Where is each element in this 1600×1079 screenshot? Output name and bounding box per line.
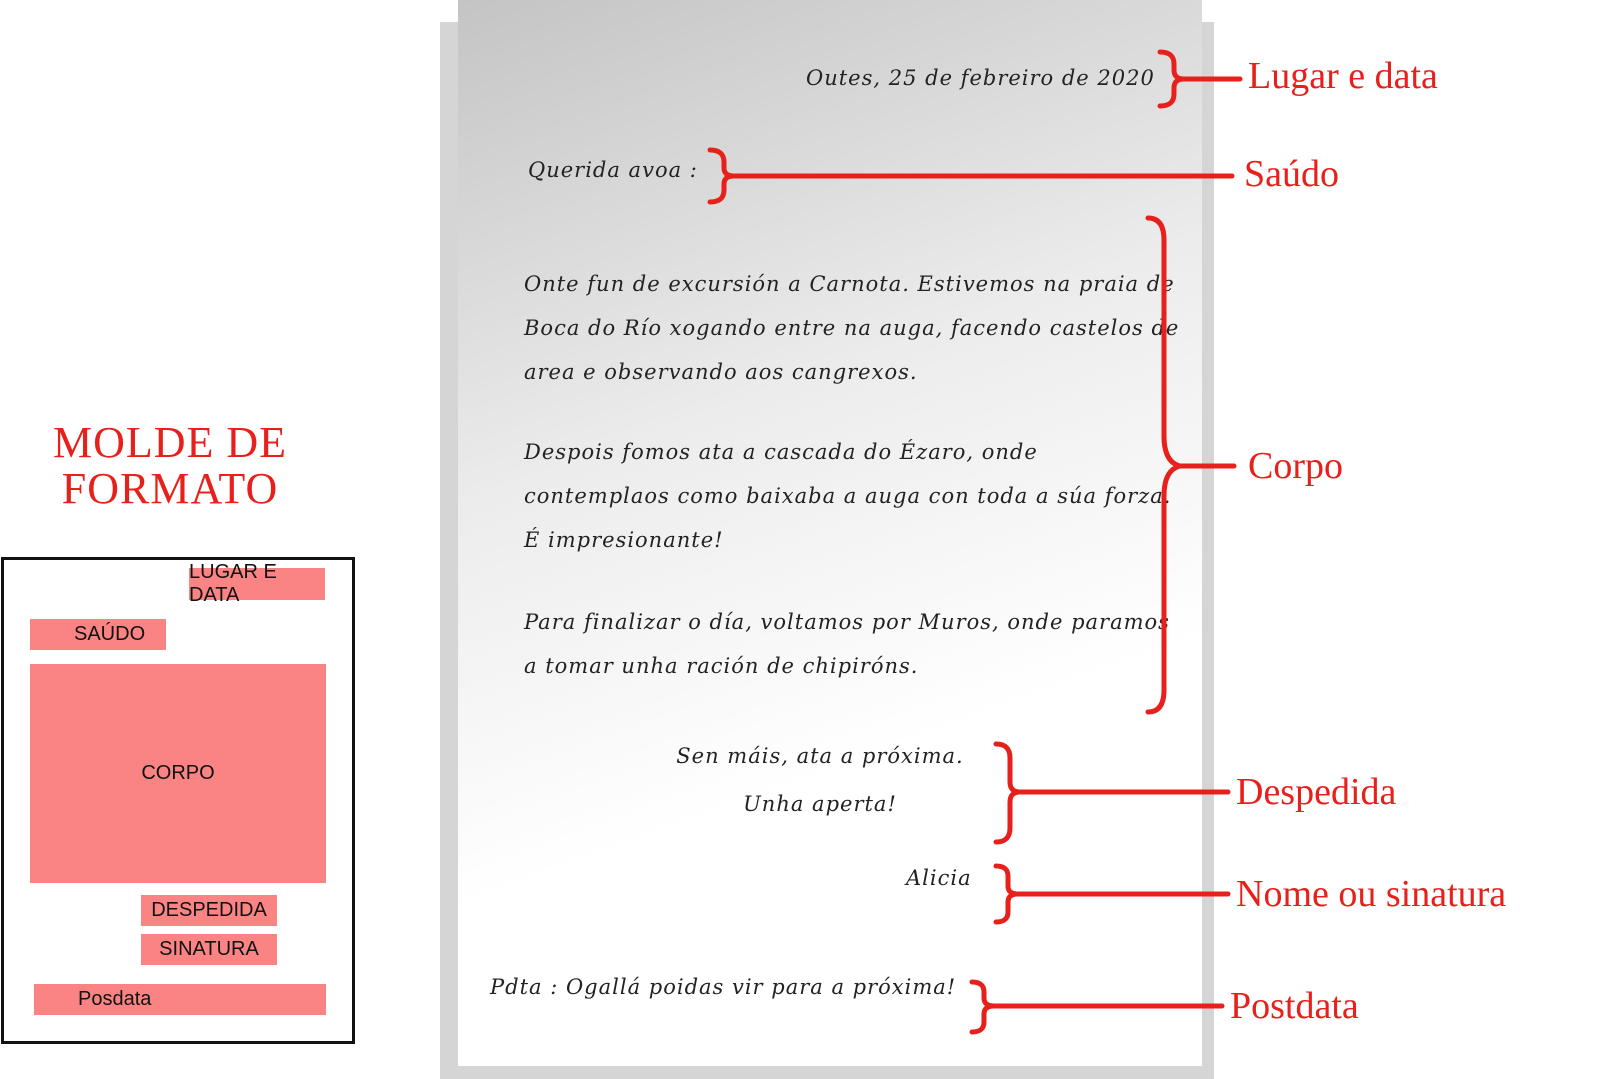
mold-title-line1: MOLDE DE <box>52 418 288 467</box>
body-line: a tomar unha ración de chipiróns. <box>524 654 919 678</box>
brace-postscript <box>972 982 994 1032</box>
mold-block-body: CORPO <box>30 664 326 883</box>
brace-place-date <box>1160 52 1184 106</box>
body-line: Despois fomos ata a cascada do Ézaro, onde <box>524 440 1038 464</box>
label-farewell: Despedida <box>1236 771 1397 813</box>
mold-block-signature: SINATURA <box>141 934 277 965</box>
brace-signature <box>996 866 1018 922</box>
label-place-date: Lugar e data <box>1248 55 1438 97</box>
letter-postscript: Pdta : Ogallá poidas vir para a próxima! <box>490 975 957 999</box>
letter-greeting: Querida avoa : <box>528 158 698 182</box>
mold-block-postscript: Posdata <box>34 984 326 1015</box>
mold-block-place-date: LUGAR E DATA <box>189 568 325 600</box>
brace-body <box>1148 218 1180 712</box>
label-greeting: Saúdo <box>1244 153 1339 195</box>
label-postscript: Postdata <box>1230 985 1359 1027</box>
body-line: area e observando aos cangrexos. <box>524 360 918 384</box>
letter-signature: Alicia <box>906 866 972 890</box>
body-line: Boca do Río xogando entre na auga, facendo castelos de <box>524 316 1180 340</box>
letter-farewell-line2: Unha aperta! <box>743 792 897 816</box>
brace-farewell <box>996 744 1020 842</box>
mold-block-farewell: DESPEDIDA <box>141 895 277 926</box>
body-line: É impresionante! <box>524 528 724 552</box>
body-line: contemplaos como baixaba a auga con toda a súa forza. <box>524 484 1172 508</box>
mold-block-greeting: SAÚDO <box>30 619 166 650</box>
label-body: Corpo <box>1248 445 1343 487</box>
letter-farewell-line1: Sen máis, ata a próxima. <box>676 744 964 768</box>
letter-place-date: Outes, 25 de febreiro de 2020 <box>806 66 1155 90</box>
body-line: Para finalizar o día, voltamos por Muros, onde paramos <box>524 610 1170 634</box>
body-line: Onte fun de excursión a Carnota. Estivemos na praia de <box>524 272 1175 296</box>
mold-title-line2: FORMATO <box>61 464 279 513</box>
brace-greeting <box>710 150 734 202</box>
label-signature: Nome ou sinatura <box>1236 873 1507 915</box>
